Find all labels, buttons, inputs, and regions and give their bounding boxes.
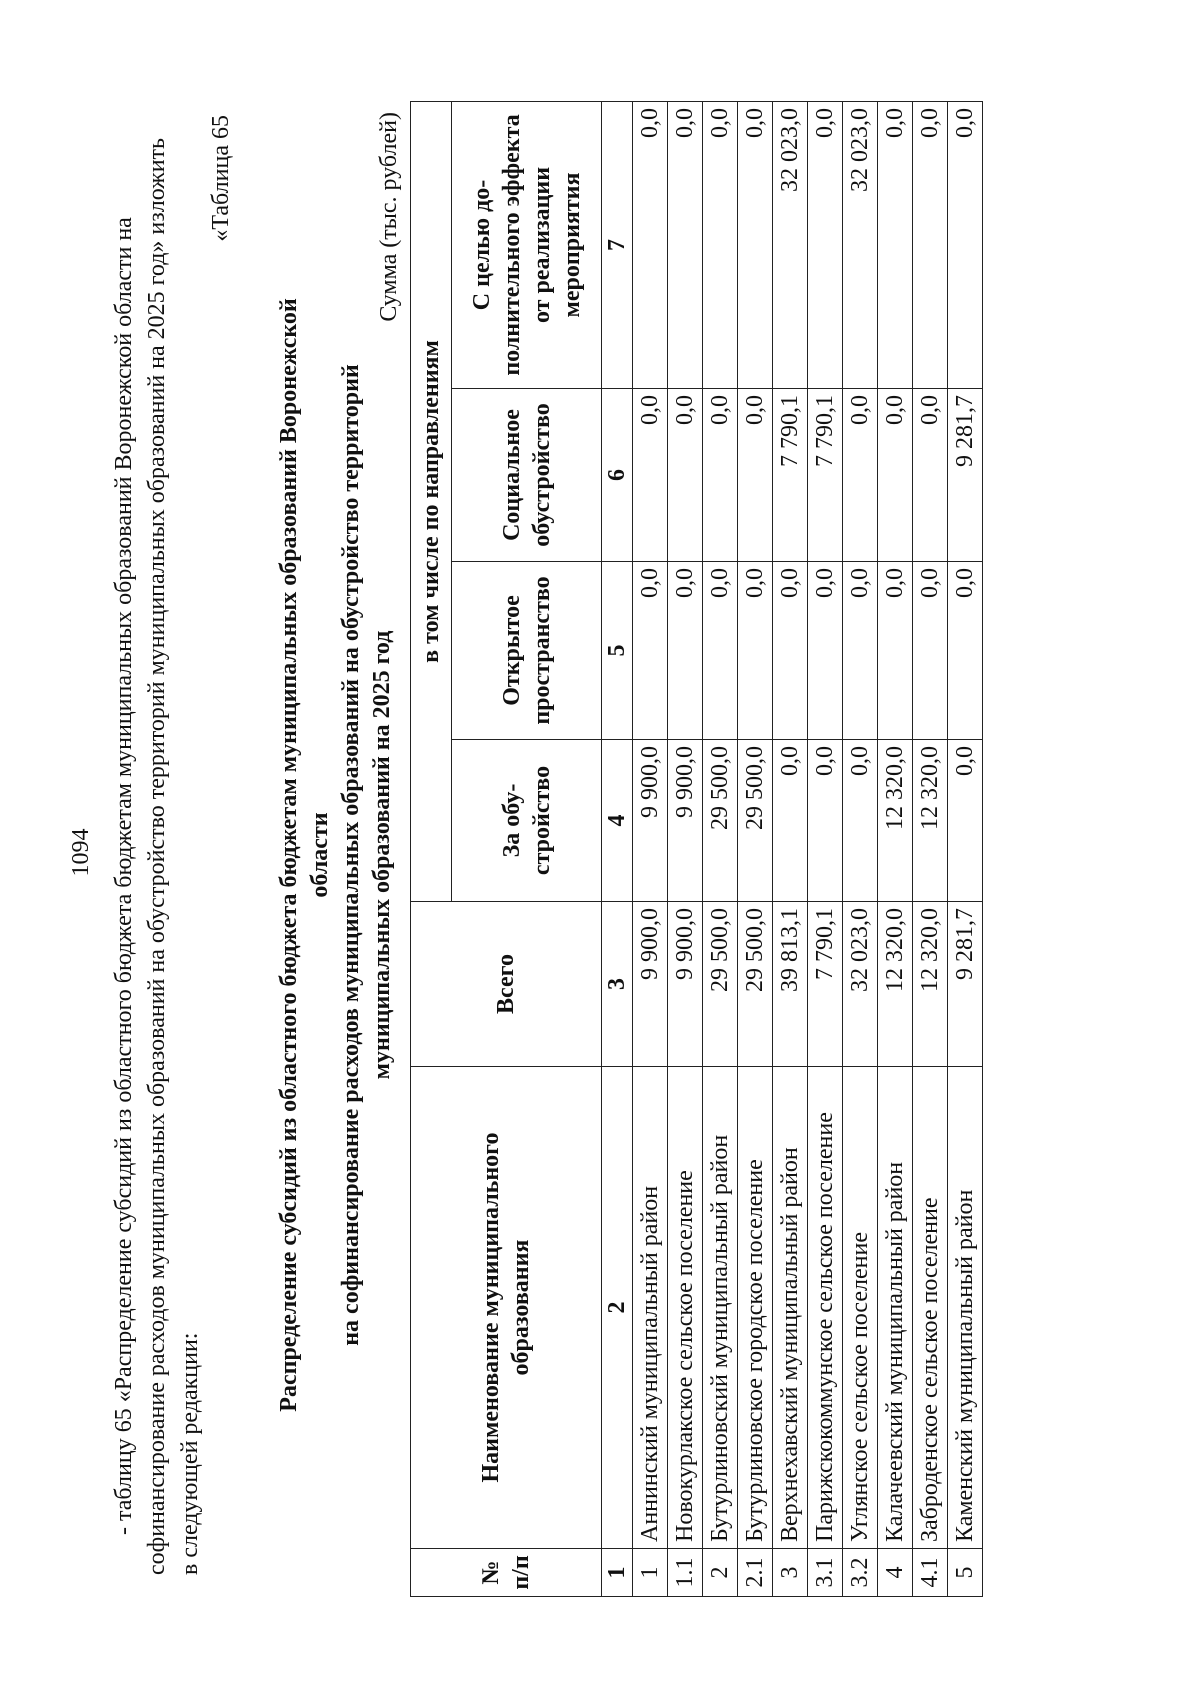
column-numbers-row xyxy=(602,101,633,1596)
municipality-name: Бутурлиновский муниципальный район xyxy=(703,1067,738,1549)
additional-effect-value: 0,0 xyxy=(878,101,913,388)
open-space-value: 0,0 xyxy=(633,562,668,740)
table-row xyxy=(633,101,668,1596)
open-space-value: 0,0 xyxy=(668,562,703,740)
table-row xyxy=(948,101,983,1596)
units-label: Сумма (тыс. рублей) xyxy=(376,112,402,322)
title-line-3: муниципальных образований на 2025 год xyxy=(369,630,395,1080)
total-value: 12 320,0 xyxy=(878,902,913,1067)
table-row xyxy=(913,101,948,1596)
row-number: 4.1 xyxy=(913,1549,948,1597)
improvement-value: 12 320,0 xyxy=(878,740,913,902)
header-name: Наименование муниципального образования xyxy=(411,1067,602,1549)
municipality-name: Верхнехавский муниципальный район xyxy=(773,1067,808,1549)
open-space-value: 0,0 xyxy=(843,562,878,740)
social-value: 7 790,1 xyxy=(808,389,843,562)
additional-effect-value: 0,0 xyxy=(703,101,738,388)
header-num: № п/п xyxy=(411,1549,602,1597)
table-body xyxy=(633,101,983,1596)
table-row xyxy=(738,101,773,1596)
additional-effect-value: 32 023,0 xyxy=(773,101,808,388)
social-value: 0,0 xyxy=(913,389,948,562)
open-space-value: 0,0 xyxy=(948,562,983,740)
improvement-value: 0,0 xyxy=(808,740,843,902)
social-value: 0,0 xyxy=(738,389,773,562)
additional-effect-value: 0,0 xyxy=(808,101,843,388)
row-number: 3.1 xyxy=(808,1549,843,1597)
row-number: 5 xyxy=(948,1549,983,1597)
open-space-value: 0,0 xyxy=(808,562,843,740)
improvement-value: 0,0 xyxy=(773,740,808,902)
total-value: 12 320,0 xyxy=(913,902,948,1067)
total-value: 7 790,1 xyxy=(808,902,843,1067)
municipality-name: Бутурлиновское городское поселение xyxy=(738,1067,773,1549)
row-number: 4 xyxy=(878,1549,913,1597)
header-total: Всего xyxy=(411,902,602,1067)
open-space-value: 0,0 xyxy=(738,562,773,740)
municipality-name: Парижскокоммунское сельское поселение xyxy=(808,1067,843,1549)
municipality-name: Каменский муниципальный район xyxy=(948,1067,983,1549)
improvement-value: 9 900,0 xyxy=(633,740,668,902)
improvement-value: 29 500,0 xyxy=(703,740,738,902)
row-number: 3.2 xyxy=(843,1549,878,1597)
improvement-value: 9 900,0 xyxy=(668,740,703,902)
table-row xyxy=(668,101,703,1596)
table-reference: «Таблица 65 xyxy=(208,115,234,242)
row-number: 2 xyxy=(703,1549,738,1597)
table-row xyxy=(878,101,913,1596)
row-number: 1.1 xyxy=(668,1549,703,1597)
municipality-name: Новокурлакское сельское поселение xyxy=(668,1067,703,1549)
improvement-value: 0,0 xyxy=(948,740,983,902)
header-c5: Открытое пространство xyxy=(452,562,602,740)
page-number: 1094 xyxy=(68,828,94,877)
total-value: 9 281,7 xyxy=(948,902,983,1067)
title-line-2: на софинансирование расходов муниципальных образований на обустройство территорий xyxy=(338,364,364,1346)
additional-effect-value: 0,0 xyxy=(668,101,703,388)
total-value: 39 813,1 xyxy=(773,902,808,1067)
additional-effect-value: 32 023,0 xyxy=(843,101,878,388)
header-c4: За обу-стройство xyxy=(452,740,602,902)
total-value: 29 500,0 xyxy=(738,902,773,1067)
municipality-name: Углянское сельское поселение xyxy=(843,1067,878,1549)
open-space-value: 0,0 xyxy=(773,562,808,740)
improvement-value: 0,0 xyxy=(843,740,878,902)
additional-effect-value: 0,0 xyxy=(738,101,773,388)
total-value: 9 900,0 xyxy=(633,902,668,1067)
open-space-value: 0,0 xyxy=(913,562,948,740)
header-group: в том числе по направлениям xyxy=(411,101,452,901)
table-row xyxy=(703,101,738,1596)
intro-paragraph: - таблицу 65 «Распределение субсидий из областного бюджета бюджетам муниципальных образований Воронежской области на софинансирование расходов муниципальных образований на обустройство территорий муниципальных образований на 2025 год» изложить в следующей редакции: xyxy=(111,138,203,1575)
municipality-name: Калачеевский муниципальный район xyxy=(878,1067,913,1549)
total-value: 32 023,0 xyxy=(843,902,878,1067)
social-value: 0,0 xyxy=(633,389,668,562)
social-value: 0,0 xyxy=(878,389,913,562)
open-space-value: 0,0 xyxy=(703,562,738,740)
row-number: 1 xyxy=(633,1549,668,1597)
improvement-value: 29 500,0 xyxy=(738,740,773,902)
row-number: 3 xyxy=(773,1549,808,1597)
col-number: 2 xyxy=(602,1067,633,1549)
col-number: 7 xyxy=(602,101,633,388)
col-number: 3 xyxy=(602,902,633,1067)
social-value: 0,0 xyxy=(703,389,738,562)
col-number: 5 xyxy=(602,562,633,740)
row-number: 2.1 xyxy=(738,1549,773,1597)
open-space-value: 0,0 xyxy=(878,562,913,740)
additional-effect-value: 0,0 xyxy=(913,101,948,388)
municipality-name: Аннинский муниципальный район xyxy=(633,1067,668,1549)
municipality-name: Заброденское сельское поселение xyxy=(913,1067,948,1549)
improvement-value: 12 320,0 xyxy=(913,740,948,902)
additional-effect-value: 0,0 xyxy=(633,101,668,388)
col-number: 1 xyxy=(602,1549,633,1597)
total-value: 29 500,0 xyxy=(703,902,738,1067)
table-row xyxy=(843,101,878,1596)
title-line-1: Распределение субсидий из областного бюджета бюджетам муниципальных образований Воронежской области xyxy=(276,298,333,1412)
social-value: 0,0 xyxy=(843,389,878,562)
table-row xyxy=(773,101,808,1596)
table-title xyxy=(274,255,398,1455)
header-c7: С целью до-полнительного эффекта от реализации мероприятия xyxy=(452,101,602,388)
table-row xyxy=(808,101,843,1596)
col-number: 6 xyxy=(602,389,633,562)
social-value: 9 281,7 xyxy=(948,389,983,562)
header-c6: Социальное обустройство xyxy=(452,389,602,562)
social-value: 0,0 xyxy=(668,389,703,562)
total-value: 9 900,0 xyxy=(668,902,703,1067)
subsidy-table xyxy=(410,101,983,1597)
social-value: 7 790,1 xyxy=(773,389,808,562)
col-number: 4 xyxy=(602,740,633,902)
additional-effect-value: 0,0 xyxy=(948,101,983,388)
